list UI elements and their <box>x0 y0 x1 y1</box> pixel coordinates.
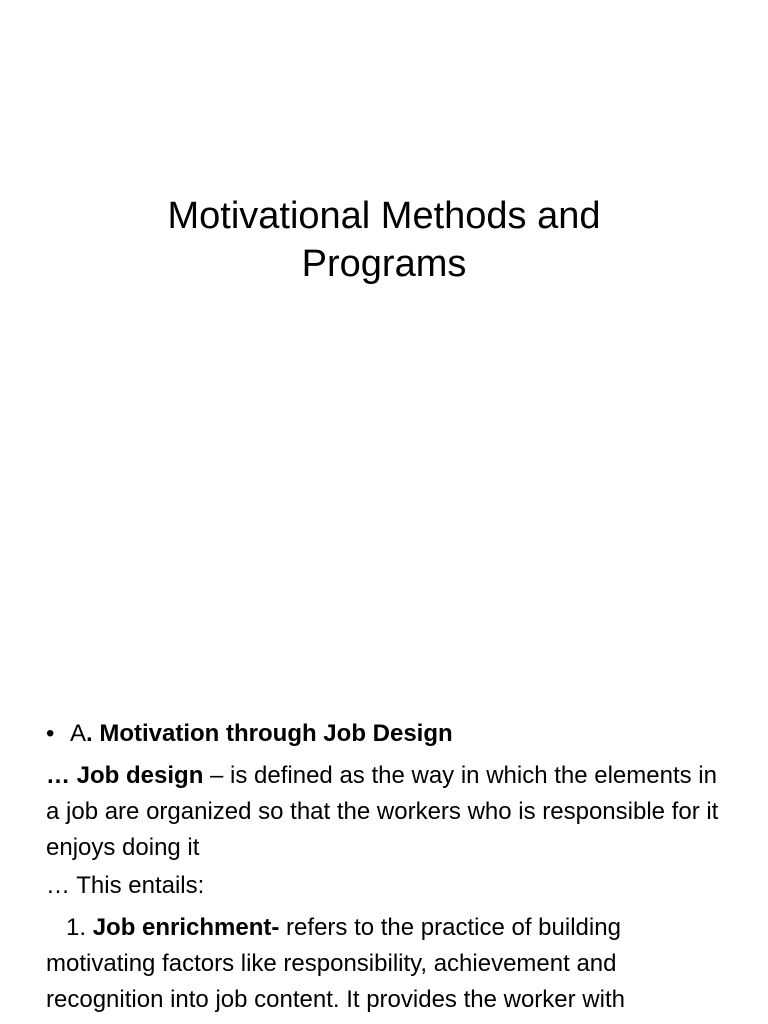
item-term: Job enrichment- <box>92 914 280 941</box>
slide-title-line-1: Motivational Methods and <box>167 195 601 237</box>
item-number: 1. <box>66 914 93 941</box>
job-design-definition <box>46 758 736 866</box>
slide-title-line-2: Programs <box>301 243 467 285</box>
slide-title <box>60 192 708 288</box>
definition-term: … Job design <box>46 762 204 789</box>
job-enrichment-item <box>46 910 736 1018</box>
bullet-icon: • <box>46 720 55 747</box>
item-text: refers to the practice of building motivating factors like responsibility, achievement and recognition into job content. It provides the worker with <box>46 914 625 1013</box>
entails-line: … This entails: <box>46 872 205 899</box>
bullet-heading: . Motivation through Job Design <box>86 720 453 747</box>
content-slide <box>0 700 768 1024</box>
bullet-heading-row <box>46 716 453 752</box>
definition-text: – is defined as the way in which the elements in a job are organized so that the workers who is responsible for it enjoys doing it <box>46 762 719 861</box>
bullet-prefix: A <box>70 720 87 747</box>
